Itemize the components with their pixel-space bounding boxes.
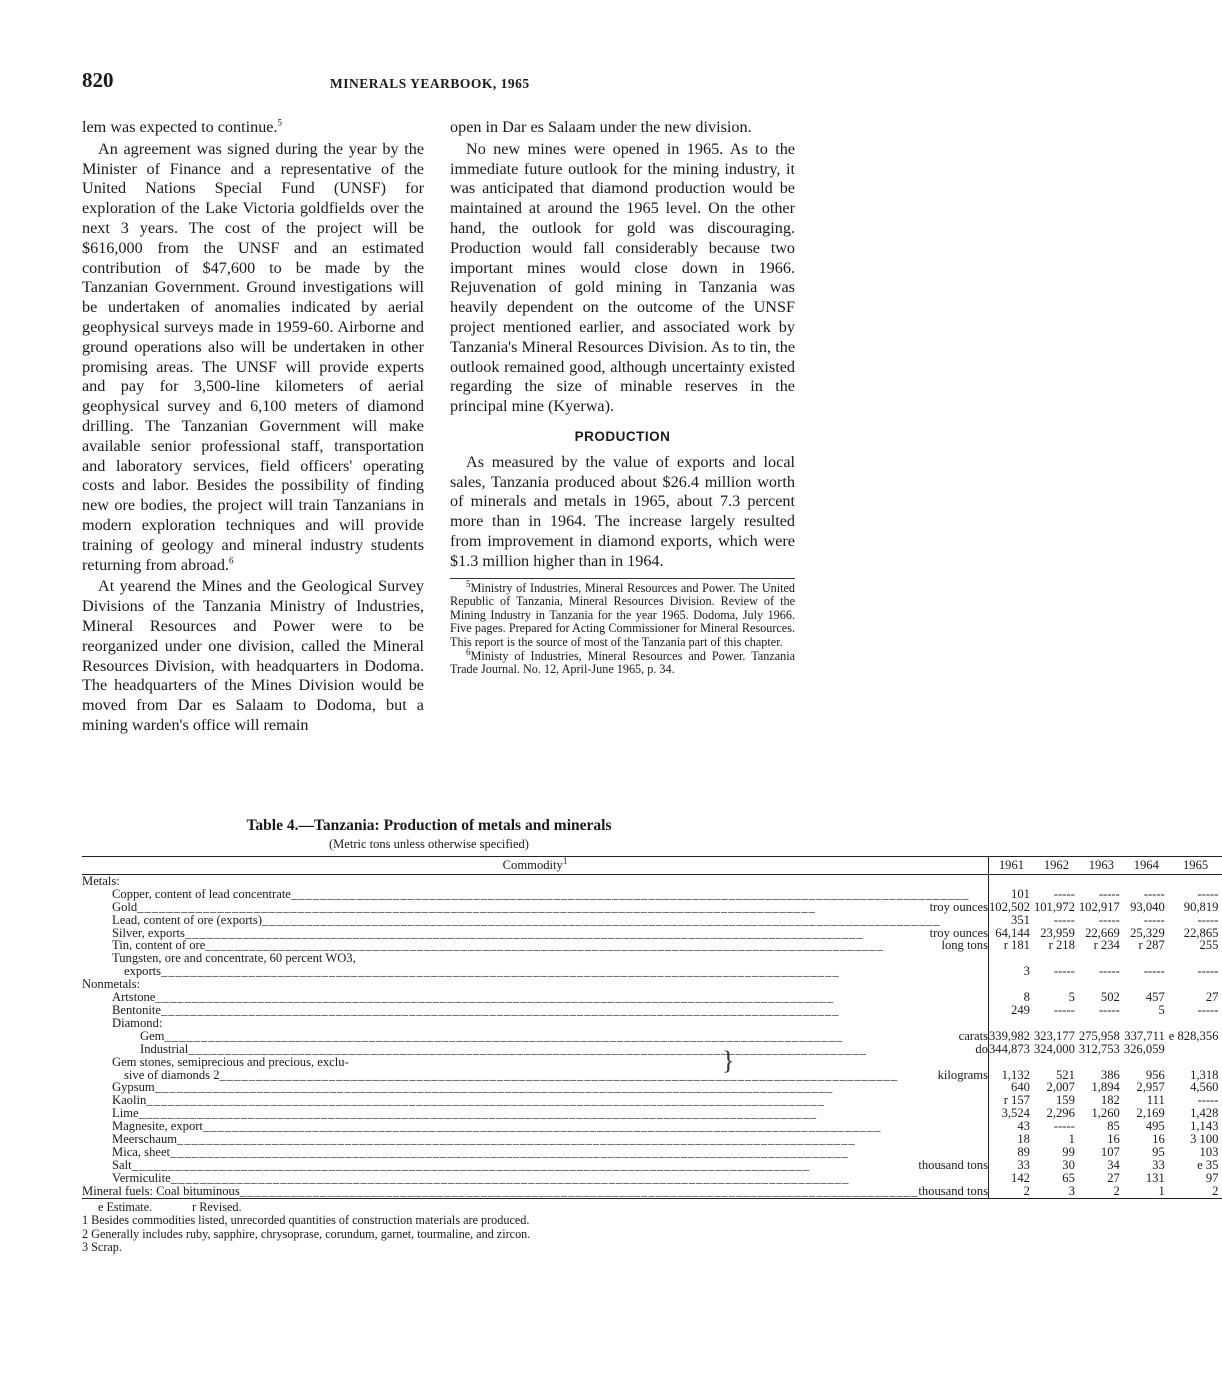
cell-value: 65: [1062, 1170, 1075, 1185]
cell-value: 34: [1107, 1157, 1120, 1172]
cell-value: 99: [1062, 1144, 1075, 1159]
cell-value: [1034, 874, 1079, 887]
table-note-2: 2 Generally includes ruby, sapphire, chrysoprase, corundum, garnet, tourmaline, and zircon.: [82, 1226, 531, 1241]
row-label: [82, 874, 989, 887]
commodity-name: Artstone: [112, 990, 156, 1005]
leader-dots: [132, 1159, 919, 1172]
row-label: [82, 1043, 989, 1056]
cell-value: 337,711: [1124, 1028, 1165, 1043]
cell-value: 502: [1100, 990, 1120, 1005]
commodity-name: Silver, exports: [112, 925, 185, 940]
cell-value: 1: [1124, 1185, 1169, 1198]
cell-value: 2,296: [1046, 1106, 1075, 1121]
cell-value: 1,318: [1190, 1067, 1219, 1082]
cell-value: 30: [1062, 1157, 1075, 1172]
cell-value: 5: [1068, 990, 1075, 1005]
row-label: [82, 1146, 989, 1159]
cell-value: -----: [1197, 964, 1219, 979]
row-label: [82, 1159, 989, 1172]
table-row: [82, 1172, 1222, 1185]
commodity-name: Vermiculite: [112, 1170, 171, 1185]
cell-value: 2,007: [1046, 1080, 1075, 1095]
cell-value: 521: [1055, 1067, 1075, 1082]
left-paragraph-2: [82, 140, 424, 576]
cell-value: [1034, 1017, 1079, 1030]
page-number: 820: [82, 68, 114, 92]
cell-value: 85: [1107, 1119, 1120, 1134]
cell-value: 90,819: [1183, 899, 1219, 914]
table-header-row: [82, 857, 1222, 875]
cell-value: 142: [1011, 1170, 1030, 1185]
table-row: [82, 1185, 1222, 1198]
right-paragraph-3: As measured by the value of exports and local sales, Tanzania produced about $26.4 million worth of minerals and metals in 1965, about 7.3 percent more than in 1964. The increase largely resulted from improvement in diamond exports, which were $1.3 million higher than in 1964.: [450, 452, 795, 570]
cell-value: 323,177: [1033, 1028, 1075, 1043]
left-p2-text: An agreement was signed during the year by the Minister of Finance and a representative of the United Nations Special Fund (UNSF) for exploration of the Lake Victoria goldfields over the next 3 years. The cost of the project will be $616,000 from the UNSF and an estimated contribution of $47,600 to be made by the Tanzanian Government. Ground investigations will be undertaken of anomalies indicated by aerial geophysical surveys made in 1959-60. Airborne and ground operations also will be undertaken in other promising areas. The UNSF will provide experts and pay for 3,500-line kilometers of aerial geophysical survey and 6,100 meters of diamond drilling. The Tanzanian Government will make available senior professional staff, transportation and laboratory services, field officers' operating costs and labor. Besides the possibility of finding new ore bodies, the project will train Tanzanians in modern exploration techniques and will provide training of geology and mineral industry students returning from abroad.: [82, 139, 424, 574]
left-column: [82, 118, 424, 738]
cell-value: 339,982: [989, 1028, 1030, 1043]
footnote-ref-5: 5: [277, 117, 283, 128]
cell-value: 2,169: [1136, 1106, 1165, 1121]
cell-value: [1079, 874, 1124, 887]
leader-dots: [161, 1004, 988, 1017]
leader-dots: [177, 1133, 988, 1146]
cell-value: 1,428: [1190, 1106, 1219, 1121]
header-commodity: [82, 857, 989, 875]
row-label: [82, 1030, 989, 1043]
cell-value: 386: [1100, 1067, 1120, 1082]
commodity-name: Salt: [112, 1157, 132, 1172]
cell-value: 275,958: [1078, 1028, 1120, 1043]
header-footnote-ref: 1: [562, 855, 568, 866]
commodity-name: Bentonite: [112, 1002, 161, 1017]
cell-value: 102,502: [989, 899, 1030, 914]
commodity-name: Lime: [112, 1106, 139, 1121]
cell-value: r 157: [1003, 1093, 1030, 1108]
leader-dots: [161, 965, 988, 978]
cell-value: 2: [989, 1185, 1034, 1198]
cell-value: 64,144: [995, 925, 1030, 940]
cell-value: 18: [1017, 1132, 1030, 1147]
footnote-6-number: 6: [466, 646, 471, 657]
cell-value: 1,260: [1091, 1106, 1120, 1121]
running-title: MINERALS YEARBOOK, 1965: [330, 76, 530, 91]
commodity-name: Tungsten, ore and concentrate, 60 percent WO3,: [112, 951, 356, 966]
leader-dots: [137, 901, 929, 914]
cell-value: 95: [1152, 1144, 1165, 1159]
cell-value: 2,957: [1136, 1080, 1165, 1095]
table-row: [82, 1004, 1222, 1017]
cell-value: r 287: [1138, 938, 1165, 953]
table-row: [82, 874, 1222, 887]
commodity-name: Kaolin: [112, 1093, 147, 1108]
cell-value: 107: [1100, 1144, 1120, 1159]
row-label: [82, 888, 989, 901]
cell-value: 103: [1199, 1144, 1219, 1159]
header-commodity-text: Commodity: [502, 858, 563, 872]
cell-value: 4,560: [1190, 1080, 1219, 1095]
cell-value: 27: [1205, 990, 1219, 1005]
table-row: [82, 914, 1222, 927]
table-row: [82, 965, 1222, 978]
cell-value: 324,000: [1033, 1041, 1075, 1056]
cell-value: 495: [1145, 1119, 1165, 1134]
table-row: [82, 1017, 1222, 1030]
header-1962: 1962: [1034, 857, 1079, 875]
cell-value: 3,524: [1001, 1106, 1030, 1121]
commodity-name: Gem: [140, 1028, 165, 1043]
cell-value: 182: [1100, 1093, 1120, 1108]
commodity-name: Industrial: [140, 1041, 189, 1056]
table-body: [82, 874, 1222, 1198]
unit-label: long tons: [941, 938, 988, 953]
cell-value: 97: [1205, 1170, 1219, 1185]
footnote-6-text: Ministy of Industries, Mineral Resources and Power. Tanzania Trade Journal. No. 12, April-June 1965, p. 34.: [450, 648, 795, 677]
production-table: [82, 856, 1222, 1199]
cell-value: 2: [1079, 1185, 1124, 1198]
unit-label: troy ounces: [929, 925, 988, 940]
commodity-name: Copper, content of lead concentrate: [112, 886, 291, 901]
row-label: [82, 1185, 989, 1198]
commodity-name: Gypsum: [112, 1080, 155, 1095]
cell-value: 1,132: [1001, 1067, 1030, 1082]
cell-value: 33: [1017, 1157, 1030, 1172]
cell-value: 159: [1055, 1093, 1075, 1108]
cell-value: [1124, 1056, 1169, 1069]
header-1963: 1963: [1079, 857, 1124, 875]
cell-value: 640: [1011, 1080, 1030, 1095]
commodity-name: Gold: [112, 899, 138, 914]
commodity-name: Mica, sheet: [112, 1144, 171, 1159]
right-paragraph-2: No new mines were opened in 1965. As to the immediate future outlook for the mining industry, it was anticipated that diamond production would be maintained at around the 1965 level. On the other hand, the outlook for gold was discouraging. Production would fall considerably because two important mines would close down in 1966. Rejuvenation of gold mining in Tanzania was heavily dependent on the outcome of the UNSF project mentioned earlier, and associated work by Tanzania's Mineral Resources Division. As to tin, the outlook remained good, although uncertainty existed regarding the size of minable reserves in the principal mine (Kyerwa).: [450, 139, 795, 416]
header-1965: 1965: [1169, 857, 1222, 875]
cell-value: 1,143: [1190, 1119, 1219, 1134]
table-row: [82, 901, 1222, 914]
row-label: [82, 1017, 989, 1030]
cell-value: e 828,356: [1168, 1028, 1219, 1043]
cell-value: 101: [1011, 886, 1030, 901]
cell-value: [1169, 1056, 1222, 1069]
cell-value: 351: [1011, 912, 1030, 927]
cell-value: -----: [1053, 886, 1075, 901]
left-paragraph-1: [82, 118, 424, 138]
cell-value: 3 100: [1190, 1132, 1219, 1147]
commodity-name: Gem stones, semiprecious and precious, exclu-: [112, 1054, 349, 1069]
cell-value: [1079, 1056, 1124, 1069]
commodity-name: Diamond:: [112, 1015, 163, 1030]
cell-value: 25,329: [1130, 925, 1165, 940]
diamond-brace: }: [722, 1046, 735, 1075]
cell-value: 22,669: [1085, 925, 1120, 940]
footnotes: [450, 578, 795, 677]
table-row: [82, 1056, 1222, 1069]
cell-value: -----: [1197, 912, 1219, 927]
table-row: [82, 1043, 1222, 1056]
unit-label: thousand tons: [918, 1157, 988, 1172]
leader-dots: [170, 1146, 988, 1159]
cell-value: [1079, 1017, 1124, 1030]
commodity-name: Tin, content of ore: [112, 938, 206, 953]
cell-value: 3: [1034, 1185, 1079, 1198]
leader-dots: [188, 1043, 975, 1056]
leader-dots: [171, 1172, 988, 1185]
cell-value: [1034, 1056, 1079, 1069]
right-paragraph-1: open in Dar es Salaam under the new division.: [450, 118, 752, 136]
cell-value: 255: [1199, 938, 1219, 953]
cell-value: -----: [1098, 912, 1120, 927]
commodity-name: Mineral fuels: Coal bituminous: [82, 1183, 240, 1198]
cell-value: -----: [1053, 1119, 1075, 1134]
note-estimate: e Estimate.: [98, 1200, 153, 1214]
row-label: [82, 1056, 989, 1069]
cell-value: 111: [1146, 1093, 1165, 1108]
cell-value: 89: [1017, 1144, 1030, 1159]
leader-dots: [291, 888, 988, 901]
cell-value: [1124, 874, 1169, 887]
cell-value: -----: [1197, 1002, 1219, 1017]
note-revised: r Revised.: [192, 1200, 242, 1214]
unit-label: thousand tons: [918, 1183, 988, 1198]
cell-value: [989, 1017, 1034, 1030]
cell-value: 3: [1023, 964, 1030, 979]
commodity-name: Meerschaum: [112, 1132, 178, 1147]
cell-value: [989, 874, 1034, 887]
right-column: [450, 118, 795, 677]
cell-value: -----: [1053, 1002, 1075, 1017]
cell-value: 249: [1011, 1002, 1030, 1017]
cell-value: 16: [1107, 1132, 1120, 1147]
unit-label: do: [975, 1041, 988, 1056]
cell-value: [1169, 874, 1222, 887]
leader-dots: [164, 1030, 958, 1043]
row-label: [82, 1172, 989, 1185]
cell-value: 33: [1152, 1157, 1165, 1172]
cell-value: 27: [1107, 1170, 1120, 1185]
row-label: [82, 914, 989, 927]
table-note-legend: [82, 1201, 530, 1214]
leader-dots: [240, 1185, 919, 1198]
cell-value: 2: [1169, 1185, 1222, 1198]
cell-value: 344,873: [989, 1041, 1030, 1056]
commodity-name: sive of diamonds 2: [124, 1067, 220, 1082]
cell-value: 1,894: [1091, 1080, 1120, 1095]
table-row: [82, 1146, 1222, 1159]
unit-label: troy ounces: [929, 899, 988, 914]
cell-value: 101,972: [1033, 899, 1075, 914]
left-p1-text: lem was expected to continue.: [82, 118, 278, 136]
table-note-3: 3 Scrap.: [82, 1240, 122, 1255]
footnote-5-number: 5: [466, 578, 471, 589]
footnote-ref-6: 6: [228, 555, 234, 566]
cell-value: [1169, 1017, 1222, 1030]
left-paragraph-3: At yearend the Mines and the Geological Survey Divisions of the Tanzania Ministry of Industries, Mineral Resources and Power were to be reorganized under one division, called the Mineral Resources Division, with headquarters in Dodoma. The headquarters of the Mines Division would be moved from Dar es Salaam to Dodoma, but a mining warden's office will remain: [82, 577, 424, 734]
cell-value: 93,040: [1130, 899, 1165, 914]
table-note-1: 1 Besides commodities listed, unrecorded quantities of construction materials are produced.: [82, 1213, 530, 1228]
row-label: [82, 965, 989, 978]
cell-value: r 234: [1093, 938, 1120, 953]
cell-value: -----: [1098, 964, 1120, 979]
cell-value: 1: [1068, 1132, 1075, 1147]
commodity-name: Lead, content of ore (exports): [112, 912, 263, 927]
cell-value: -----: [1053, 912, 1075, 927]
table-row: [82, 1159, 1222, 1172]
cell-value: -----: [1143, 964, 1165, 979]
cell-value: r 218: [1048, 938, 1075, 953]
cell-value: 22,865: [1183, 925, 1219, 940]
row-label: [82, 1004, 989, 1017]
cell-value: 956: [1145, 1067, 1165, 1082]
cell-value: -----: [1053, 964, 1075, 979]
cell-value: e 35: [1197, 1157, 1219, 1172]
cell-value: 312,753: [1078, 1041, 1120, 1056]
cell-value: r 181: [1003, 938, 1030, 953]
cell-value: [989, 1056, 1034, 1069]
cell-value: 43: [1017, 1119, 1030, 1134]
commodity-name: Nonmetals:: [82, 977, 141, 992]
cell-value: 102,917: [1078, 899, 1120, 914]
cell-value: -----: [1197, 1093, 1219, 1108]
row-label: [82, 901, 989, 914]
table-row: [82, 888, 1222, 901]
cell-value: 8: [1023, 990, 1030, 1005]
cell-value: -----: [1143, 912, 1165, 927]
cell-value: -----: [1098, 886, 1120, 901]
table-title: Table 4.—Tanzania: Production of metals and minerals: [246, 817, 612, 834]
cell-value: -----: [1098, 1002, 1120, 1017]
commodity-name: exports: [124, 964, 162, 979]
cell-value: -----: [1197, 886, 1219, 901]
footnote-5: [450, 578, 795, 650]
cell-value: 23,959: [1040, 925, 1075, 940]
cell-value: 131: [1145, 1170, 1165, 1185]
table-row: [82, 1030, 1222, 1043]
table-notes: [82, 1201, 530, 1255]
leader-dots: [262, 914, 988, 927]
cell-value: 5: [1158, 1002, 1165, 1017]
commodity-name: Magnesite, export: [112, 1119, 203, 1134]
footnote-5-text: Ministry of Industries, Mineral Resources and Power. The United Republic of Tanzania, Mineral Resources Division. Review of the Mining Industry in Tanzania for the year 1965. Dodoma, July 1966. Five pages. Prepared for Acting Commissioner for Mineral Resources. This report is the source of most of the Tanzania part of this chapter.: [450, 580, 795, 649]
cell-value: [1124, 1017, 1169, 1030]
header-1964: 1964: [1124, 857, 1169, 875]
unit-label: carats: [958, 1028, 988, 1043]
row-label: [82, 1133, 989, 1146]
cell-value: [1169, 1043, 1222, 1056]
table-row: [82, 1133, 1222, 1146]
cell-value: -----: [1143, 886, 1165, 901]
table-subtitle: (Metric tons unless otherwise specified): [329, 837, 529, 851]
unit-label: kilograms: [937, 1067, 988, 1082]
cell-value: 16: [1152, 1132, 1165, 1147]
header-1961: 1961: [989, 857, 1034, 875]
commodity-name: Metals:: [82, 873, 120, 888]
cell-value: 326,059: [1123, 1041, 1165, 1056]
footnote-6: [450, 646, 795, 677]
cell-value: 457: [1145, 990, 1165, 1005]
section-heading-production: PRODUCTION: [574, 428, 671, 444]
